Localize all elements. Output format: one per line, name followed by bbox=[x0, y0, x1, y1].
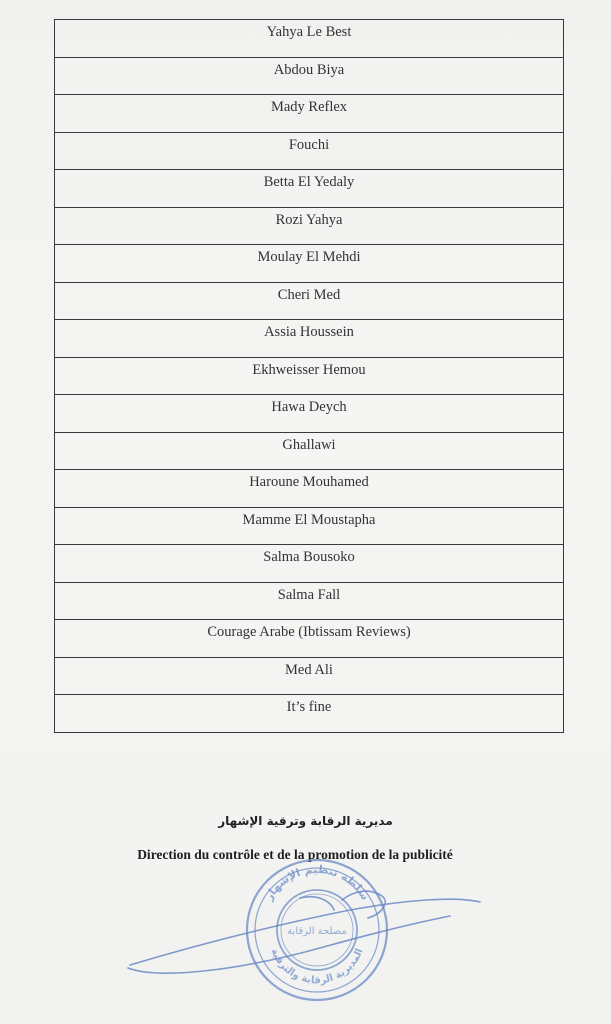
name-row bbox=[55, 207, 564, 245]
name-cell bbox=[55, 132, 564, 170]
name-cell bbox=[55, 57, 564, 95]
name-row bbox=[55, 320, 564, 358]
name-row bbox=[55, 170, 564, 208]
stamp-inner-text: مصلحة الرقابة bbox=[287, 926, 347, 937]
name-text: Abdou Biya bbox=[273, 61, 345, 78]
name-text: Mady Reflex bbox=[270, 99, 348, 115]
name-text: Moulay El Mehdi bbox=[257, 249, 361, 265]
name-cell bbox=[55, 470, 564, 508]
name-text: Courage Arabe (Ibtissam Reviews) bbox=[207, 624, 411, 640]
name-text: Assia Houssein bbox=[264, 324, 354, 340]
name-text: Mamme El Moustapha bbox=[242, 511, 376, 528]
name-text: Haroune Mouhamed bbox=[249, 474, 369, 490]
arabic-department-title: مديرية الرقابة وترقية الإشهار bbox=[218, 814, 393, 828]
name-row bbox=[55, 357, 564, 395]
name-cell bbox=[55, 507, 564, 545]
name-cell bbox=[55, 320, 564, 358]
name-row bbox=[55, 395, 564, 433]
name-text: It’s fine bbox=[286, 699, 332, 715]
name-row bbox=[55, 620, 564, 658]
name-cell bbox=[55, 245, 564, 283]
name-text: Med Ali bbox=[285, 661, 333, 678]
name-text: Hawa Deych bbox=[271, 399, 347, 415]
name-cell bbox=[55, 20, 564, 58]
name-row bbox=[55, 507, 564, 545]
french-department-title: Direction du contrôle et de la promotion de la publicité bbox=[137, 847, 453, 862]
name-row bbox=[55, 657, 564, 695]
name-cell bbox=[55, 170, 564, 208]
name-row bbox=[55, 95, 564, 133]
name-row bbox=[55, 545, 564, 583]
name-text: Ekhweisser Hemou bbox=[252, 361, 366, 378]
name-row bbox=[55, 282, 564, 320]
name-row bbox=[55, 695, 564, 733]
name-cell bbox=[55, 207, 564, 245]
name-row bbox=[55, 432, 564, 470]
name-text: Ghallawi bbox=[282, 436, 336, 453]
name-row bbox=[55, 470, 564, 508]
name-text: Fouchi bbox=[288, 136, 330, 153]
name-cell bbox=[55, 395, 564, 433]
name-text: Salma Fall bbox=[277, 586, 341, 603]
stamp-outer-text: سلطة تنظيم الإشهار bbox=[262, 862, 372, 903]
name-cell bbox=[55, 695, 564, 733]
name-text: Cheri Med bbox=[277, 286, 341, 303]
name-cell bbox=[55, 357, 564, 395]
names-table-body bbox=[55, 20, 564, 733]
name-cell bbox=[55, 582, 564, 620]
name-text: Yahya Le Best bbox=[266, 24, 352, 40]
official-stamp-and-signature bbox=[120, 830, 500, 1020]
name-cell bbox=[55, 432, 564, 470]
name-text: Rozi Yahya bbox=[275, 211, 343, 228]
name-cell bbox=[55, 545, 564, 583]
name-row bbox=[55, 132, 564, 170]
name-cell bbox=[55, 657, 564, 695]
name-row bbox=[55, 245, 564, 283]
names-table bbox=[54, 19, 564, 733]
stamp-bottom-text: المديرية الرقابة والترقية bbox=[268, 947, 366, 987]
name-cell bbox=[55, 95, 564, 133]
name-cell bbox=[55, 620, 564, 658]
name-row bbox=[55, 20, 564, 58]
name-cell bbox=[55, 282, 564, 320]
name-text: Salma Bousoko bbox=[263, 549, 355, 565]
name-row bbox=[55, 57, 564, 95]
name-text: Betta El Yedaly bbox=[263, 174, 355, 190]
name-row bbox=[55, 582, 564, 620]
